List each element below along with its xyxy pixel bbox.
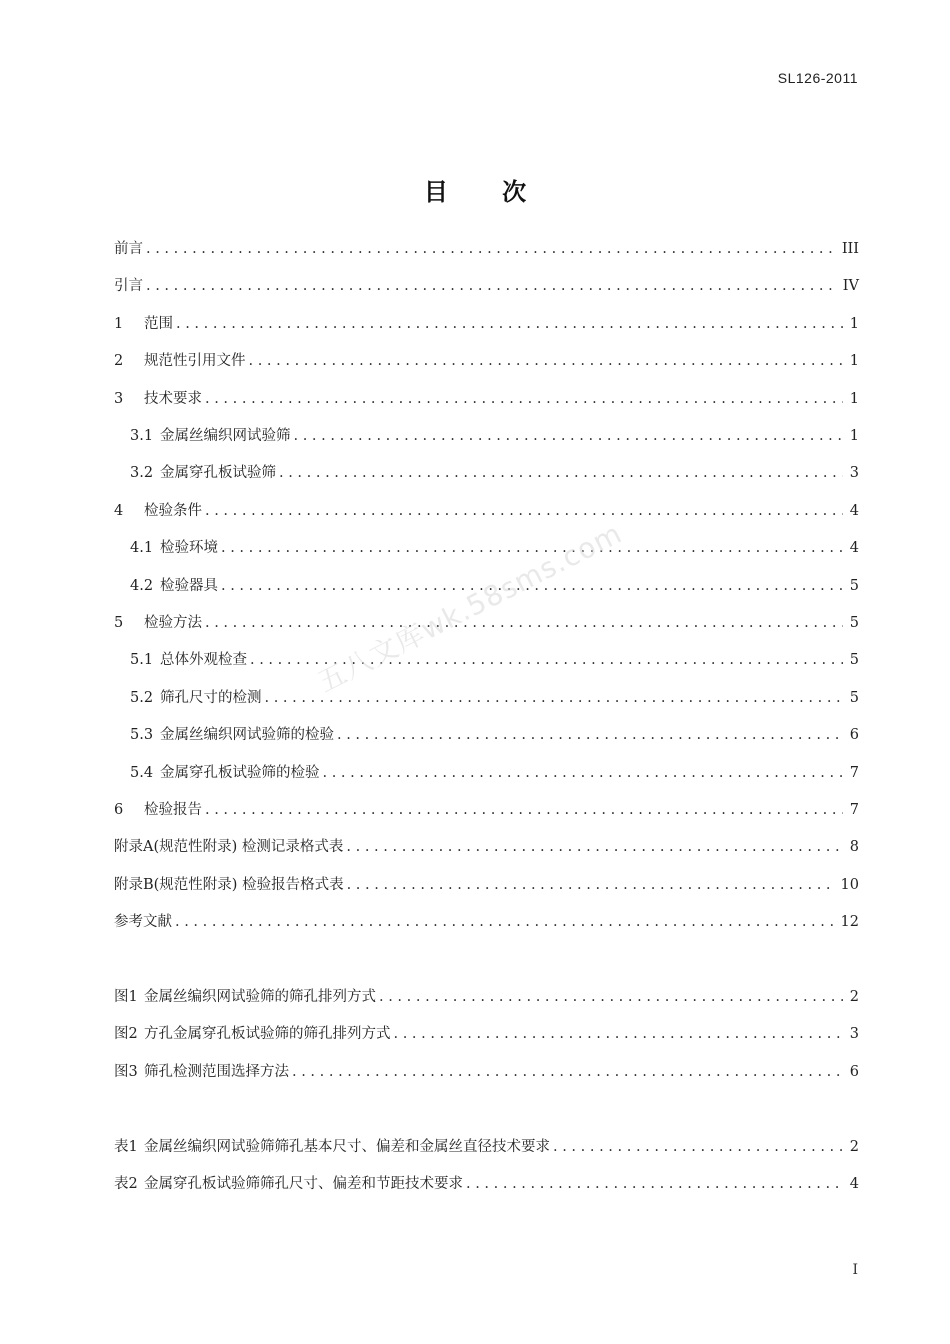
- toc-entry[interactable]: [114, 797, 859, 823]
- dot-leader: [466, 1171, 843, 1197]
- dot-leader: [205, 610, 843, 636]
- toc-entry-label: 金属丝编织网试验筛: [160, 428, 291, 444]
- toc-entry-label: 引言: [114, 278, 143, 295]
- dot-leader: [146, 273, 837, 299]
- toc-entry[interactable]: [130, 535, 859, 561]
- toc-entry-label: 检验报告: [144, 802, 202, 818]
- toc-entry-page: IV: [842, 278, 859, 295]
- toc-entry-label: 范围: [144, 315, 173, 332]
- dot-leader: [379, 984, 843, 1010]
- toc-entry-page: 10: [840, 876, 859, 893]
- toc-entry-label: 技术要求: [144, 390, 202, 407]
- toc-entry-page: 5: [849, 652, 859, 669]
- dot-leader: [394, 1021, 844, 1047]
- toc-entry-page: 3: [849, 1026, 859, 1043]
- toc-entry-number: 1: [114, 315, 124, 332]
- toc-entry-label: 金属丝编织网试验筛的检验: [160, 727, 334, 744]
- dot-leader: [176, 311, 843, 337]
- dot-leader: [323, 760, 844, 786]
- toc-entry-page: 4: [849, 1176, 859, 1193]
- dot-leader: [146, 236, 836, 262]
- watermark: 五八文库wk.58sms.com: [312, 516, 628, 699]
- toc-entry-number: 5.4: [130, 764, 154, 781]
- dot-leader: [553, 1134, 843, 1160]
- dot-leader: [292, 1059, 843, 1085]
- toc-entry-page: 1: [849, 315, 859, 332]
- toc-entry[interactable]: [114, 236, 859, 262]
- toc-entry[interactable]: [114, 1134, 859, 1160]
- toc-entry-page: 5: [849, 689, 859, 706]
- toc-entry-label: 金属穿孔板试验筛: [160, 465, 276, 482]
- toc-entry-page: III: [841, 241, 859, 257]
- toc-entry-label: 检验环境: [160, 540, 218, 557]
- toc-entry-number: 图3: [114, 1063, 138, 1080]
- toc-entry[interactable]: [114, 1059, 859, 1085]
- toc-entry-number: 表1: [114, 1139, 138, 1155]
- toc-entry[interactable]: [114, 386, 859, 412]
- toc-entry-label: 筛孔尺寸的检测: [160, 689, 262, 706]
- dot-leader: [249, 348, 844, 374]
- dot-leader: [346, 834, 843, 860]
- toc-entry[interactable]: [130, 760, 859, 786]
- toc-entry[interactable]: [114, 834, 859, 860]
- toc-entry-label: 金属丝编织网试验筛筛孔基本尺寸、偏差和金属丝直径技术要求: [144, 1139, 550, 1155]
- toc-entry-label: 金属穿孔板试验筛的检验: [160, 764, 320, 781]
- toc-entry[interactable]: [114, 273, 859, 299]
- toc-entry-number: 4.1: [130, 540, 154, 557]
- toc-entry-label: 检验器具: [160, 577, 218, 594]
- toc-entry-label: 金属丝编织网试验筛的筛孔排列方式: [144, 989, 376, 1005]
- toc-entry-label: 检验条件: [144, 502, 202, 519]
- toc-entry[interactable]: [114, 1171, 859, 1197]
- toc-entry[interactable]: [130, 647, 859, 673]
- toc-entry-page: 2: [849, 989, 859, 1005]
- toc-entry-number: 5.2: [130, 689, 154, 706]
- dot-leader: [205, 386, 843, 412]
- toc-entry-page: 4: [849, 502, 859, 519]
- toc-entry-number: 4.2: [130, 577, 154, 594]
- toc-entry-page: 6: [849, 1063, 859, 1080]
- dot-leader: [175, 909, 835, 935]
- toc-entry-page: 7: [849, 802, 859, 818]
- dot-leader: [205, 797, 843, 823]
- toc-entry[interactable]: [114, 348, 859, 374]
- toc-entry-number: 5: [114, 615, 124, 631]
- toc-entry-number: 表2: [114, 1176, 138, 1193]
- toc-entry[interactable]: [114, 984, 859, 1010]
- toc-entry-page: 1: [849, 353, 859, 370]
- toc-entry-number: 图2: [114, 1026, 138, 1043]
- toc-entry-number: 6: [114, 802, 124, 818]
- toc-entry-page: 8: [849, 839, 859, 856]
- toc-entry-page: 2: [849, 1139, 859, 1155]
- toc-entry-number: 4: [114, 502, 124, 519]
- toc-entry-number: 3: [114, 390, 124, 407]
- toc-entry-page: 4: [849, 540, 859, 557]
- toc-entry-page: 7: [849, 764, 859, 781]
- toc-entry-page: 12: [840, 914, 859, 931]
- dot-leader: [294, 423, 844, 449]
- toc-entry[interactable]: [130, 460, 859, 486]
- toc-entry-label: 前言: [114, 241, 143, 257]
- toc-entry-page: 5: [849, 615, 859, 631]
- toc-entry-number: 3.2: [130, 465, 154, 482]
- toc-entry[interactable]: [114, 1021, 859, 1047]
- toc-entry-number: 5.1: [130, 652, 154, 669]
- toc-entry-label: 附录B(规范性附录) 检验报告格式表: [114, 876, 344, 893]
- toc-entry-page: 6: [849, 727, 859, 744]
- page-title: 目 次: [423, 178, 527, 206]
- toc-entry[interactable]: [114, 909, 859, 935]
- dot-leader: [279, 460, 843, 486]
- toc-entry-label: 检验方法: [144, 615, 202, 631]
- toc-entry-number: 5.3: [130, 727, 154, 744]
- toc-entry-label: 金属穿孔板试验筛筛孔尺寸、偏差和节距技术要求: [144, 1176, 463, 1193]
- toc-entry-number: 2: [114, 353, 124, 370]
- toc-entry-label: 筛孔检测范围选择方法: [144, 1063, 289, 1080]
- toc-entry[interactable]: [114, 311, 859, 337]
- toc-entry-page: 1: [849, 428, 859, 444]
- toc-entry-page: 5: [849, 577, 859, 594]
- toc-entry-page: 1: [849, 390, 859, 407]
- toc-entry-page: 3: [849, 465, 859, 482]
- toc-entry-number: 3.1: [130, 428, 154, 444]
- dot-leader: [205, 498, 843, 524]
- toc-entry[interactable]: [114, 498, 859, 524]
- toc-entry[interactable]: [130, 685, 859, 711]
- toc-entry-label: 参考文献: [114, 914, 172, 931]
- toc-entry-label: 方孔金属穿孔板试验筛的筛孔排列方式: [144, 1026, 391, 1043]
- dot-leader: [347, 872, 835, 898]
- dot-leader: [337, 722, 843, 748]
- toc-entry-label: 总体外观检查: [160, 652, 247, 669]
- toc-entry[interactable]: [114, 872, 859, 898]
- page-number: I: [852, 1262, 858, 1278]
- toc-entry[interactable]: [130, 722, 859, 748]
- toc-entry-number: 图1: [114, 989, 138, 1005]
- standard-code: SL126-2011: [777, 70, 858, 86]
- toc-entry[interactable]: [130, 423, 859, 449]
- toc-entry-label: 附录A(规范性附录) 检测记录格式表: [114, 839, 344, 856]
- toc-entry-label: 规范性引用文件: [144, 353, 246, 370]
